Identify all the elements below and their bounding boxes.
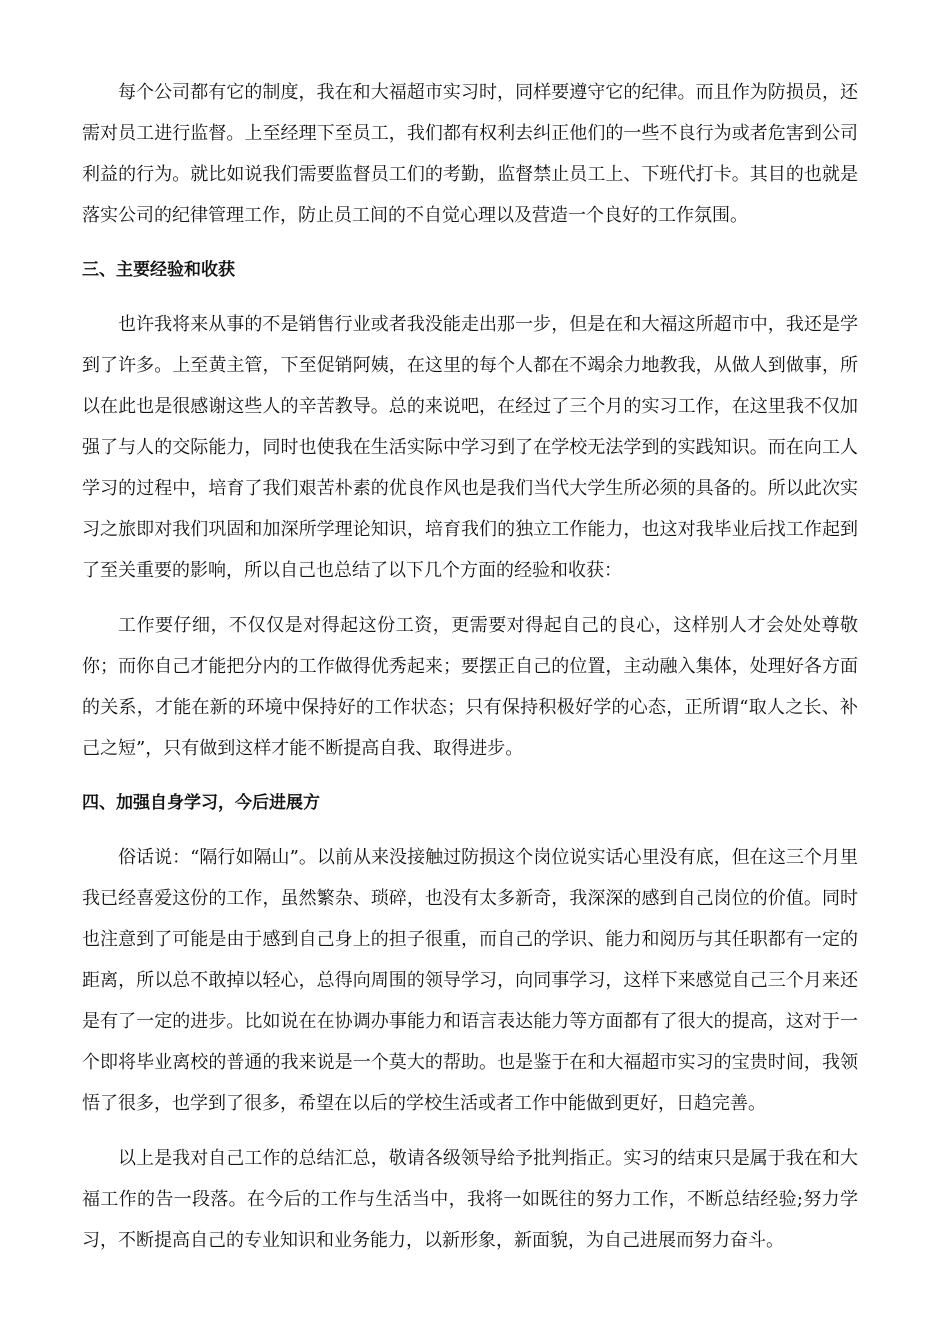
paragraph-self-study: 俗话说：“隔行如隔山”。以前从来没接触过防损这个岗位说实话心里没有底，但在这三个月里我已经喜爱这份的工作，虽然繁杂、琐碎，也没有太多新奇，我深深的感到自己岗位的价值。同时也注意到了可能是由于感到自己身上的担子很重，而自己的学识、能力和阅历与其任职都有一定的距离，所以总不敢掉以轻心，总得向周围的领导学习，向同事学习，这样下来感觉自己三个月来还是有了一定的进步。比如说在在协调办事能力和语言表达能力等方面都有了很大的提高，这对于一个即将毕业离校的普通的我来说是一个莫大的帮助。也是鉴于在和大福超市实习的宝贵时间，我领悟了很多，也学到了很多，希望在以后的学校生活或者工作中能做到更好，日趋完善。 xyxy=(82,847,858,1114)
paragraph-conclusion: 以上是我对自己工作的总结汇总，敬请各级领导给予批判指正。实习的结束只是属于我在和大福工作的告一段落。在今后的工作与生活当中，我将一如既往的努力工作，不断总结经验;努力学习，不断提高自己的专业知识和业务能力，以新形象，新面貌，为自己进展而努力奋斗。 xyxy=(82,1148,858,1251)
paragraph-discipline: 每个公司都有它的制度，我在和大福超市实习时，同样要遵守它的纪律。而且作为防损员，还需对员工进行监督。上至经理下至员工，我们都有权利去纠正他们的一些不良行为或者危害到公司利益的行为。就比如说我们需要监督员工们的考勤，监督禁止员工上、下班代打卡。其目的也就是落实公司的纪律管理工作，防止员工间的不自觉心理以及营造一个良好的工作氛围。 xyxy=(82,82,858,226)
document-page xyxy=(82,72,858,1275)
section-heading-experience: 三、主要经验和收获 xyxy=(82,260,235,280)
section-heading-self-study: 四、加强自身学习，今后进展方 xyxy=(82,793,320,813)
paragraph-experience: 也许我将来从事的不是销售行业或者我没能走出那一步，但是在和大福这所超市中，我还是学到了许多。上至黄主管，下至促销阿姨，在这里的每个人都在不竭余力地教我，从做人到做事，所以在此也是很感谢这些人的辛苦教导。总的来说吧，在经过了三个月的实习工作，在这里我不仅加强了与人的交际能力，同时也使我在生活实际中学习到了在学校无法学到的实践知识。而在向工人学习的过程中，培育了我们艰苦朴素的优良作风也是我们当代大学生所必须的具备的。所以此次实习之旅即对我们巩固和加深所学理论知识，培育我们的独立工作能力，也这对我毕业后找工作起到了至关重要的影响，所以自己也总结了以下几个方面的经验和收获： xyxy=(82,314,858,581)
paragraph-work-attitude: 工作要仔细，不仅仅是对得起这份工资，更需要对得起自己的良心，这样别人才会处处尊敬你；而你自己才能把分内的工作做得优秀起来；要摆正自己的位置，主动融入集体，处理好各方面的关系，才能在新的环境中保持好的工作状态；只有保持积极好学的心态，正所谓“取人之长、补己之短”，只有做到这样才能不断提高自我、取得进步。 xyxy=(82,615,858,759)
